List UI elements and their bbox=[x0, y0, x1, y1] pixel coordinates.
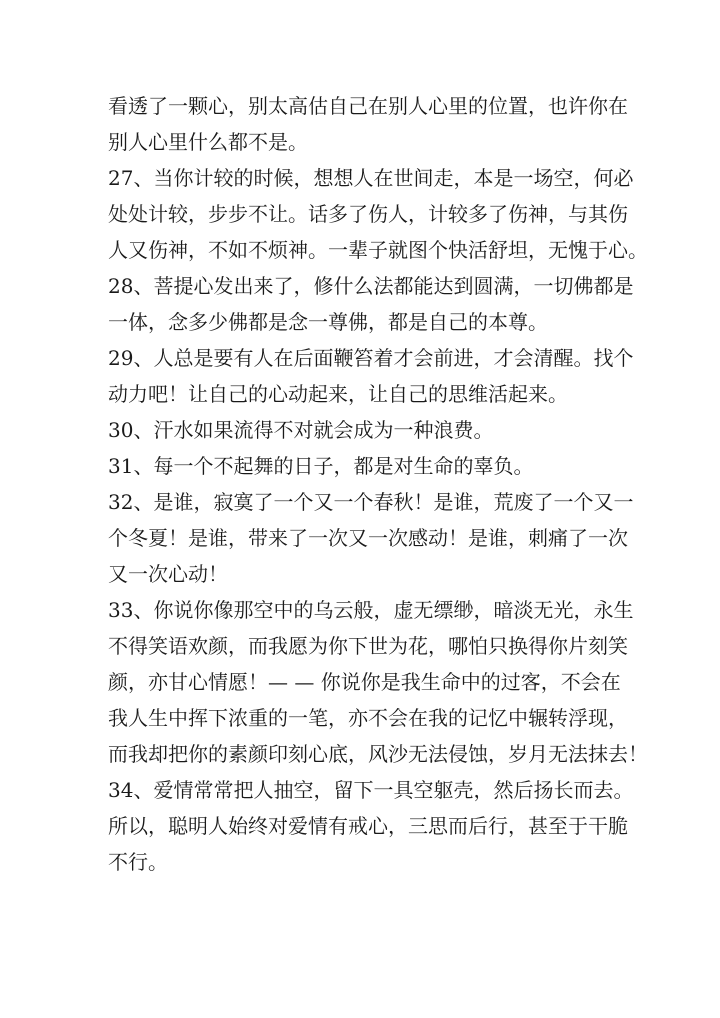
body-text bbox=[108, 88, 648, 880]
paragraph-29 bbox=[108, 340, 634, 412]
paragraph-30 bbox=[108, 412, 620, 448]
text-line: 动力吧！让自己的心动起来，让自己的思维活起来。 bbox=[108, 382, 568, 406]
text-line: 个冬夏！是谁，带来了一次又一次感动！是谁，刺痛了一次 bbox=[108, 526, 628, 550]
paragraph-31 bbox=[108, 448, 620, 484]
text-line: 所以，聪明人始终对爱情有戒心，三思而后行，甚至于干脆 bbox=[108, 814, 628, 838]
text-line: 不行。 bbox=[108, 850, 168, 874]
paragraph-32 bbox=[108, 484, 634, 592]
text-line: 32、是谁，寂寞了一个又一个春秋！是谁，荒废了一个又一 bbox=[108, 490, 634, 514]
paragraph-33 bbox=[108, 592, 648, 772]
text-line: 又一次心动！ bbox=[108, 562, 228, 586]
text-line: 我人生中挥下浓重的一笔，亦不会在我的记忆中辗转浮现， bbox=[108, 706, 628, 730]
text-line: 34、爱情常常把人抽空，留下一具空躯壳，然后扬长而去。 bbox=[108, 778, 634, 802]
text-line: 不得笑语欢颜，而我愿为你下世为花，哪怕只换得你片刻笑 bbox=[108, 634, 628, 658]
text-line: 33、你说你像那空中的乌云般，虚无缥缈，暗淡无光，永生 bbox=[108, 598, 634, 622]
text-line: 31、每一个不起舞的日子，都是对生命的辜负。 bbox=[108, 454, 534, 478]
text-line: 27、当你计较的时候，想想人在世间走，本是一场空，何必 bbox=[108, 166, 634, 190]
paragraph-continuation bbox=[108, 88, 628, 160]
text-line: 30、汗水如果流得不对就会成为一种浪费。 bbox=[108, 418, 494, 442]
text-line: 人又伤神，不如不烦神。一辈子就图个快活舒坦，无愧于心。 bbox=[108, 238, 648, 262]
paragraph-34 bbox=[108, 772, 634, 880]
text-line: 29、人总是要有人在后面鞭笞着才会前进，才会清醒。找个 bbox=[108, 346, 634, 370]
text-line: 而我却把你的素颜印刻心底，风沙无法侵蚀，岁月无法抹去！ bbox=[108, 742, 648, 766]
text-line: 28、菩提心发出来了，修什么法都能达到圆满，一切佛都是 bbox=[108, 274, 634, 298]
text-line: 一体，念多少佛都是念一尊佛，都是自己的本尊。 bbox=[108, 310, 548, 334]
text-line: 处处计较，步步不让。话多了伤人，计较多了伤神，与其伤 bbox=[108, 202, 628, 226]
text-line: 颜，亦甘心情愿！— — 你说你是我生命中的过客，不会在 bbox=[108, 670, 621, 694]
text-line: 别人心里什么都不是。 bbox=[108, 130, 308, 154]
paragraph-28 bbox=[108, 268, 634, 340]
text-line: 看透了一颗心，别太高估自己在别人心里的位置，也许你在 bbox=[108, 94, 628, 118]
paragraph-27 bbox=[108, 160, 648, 268]
